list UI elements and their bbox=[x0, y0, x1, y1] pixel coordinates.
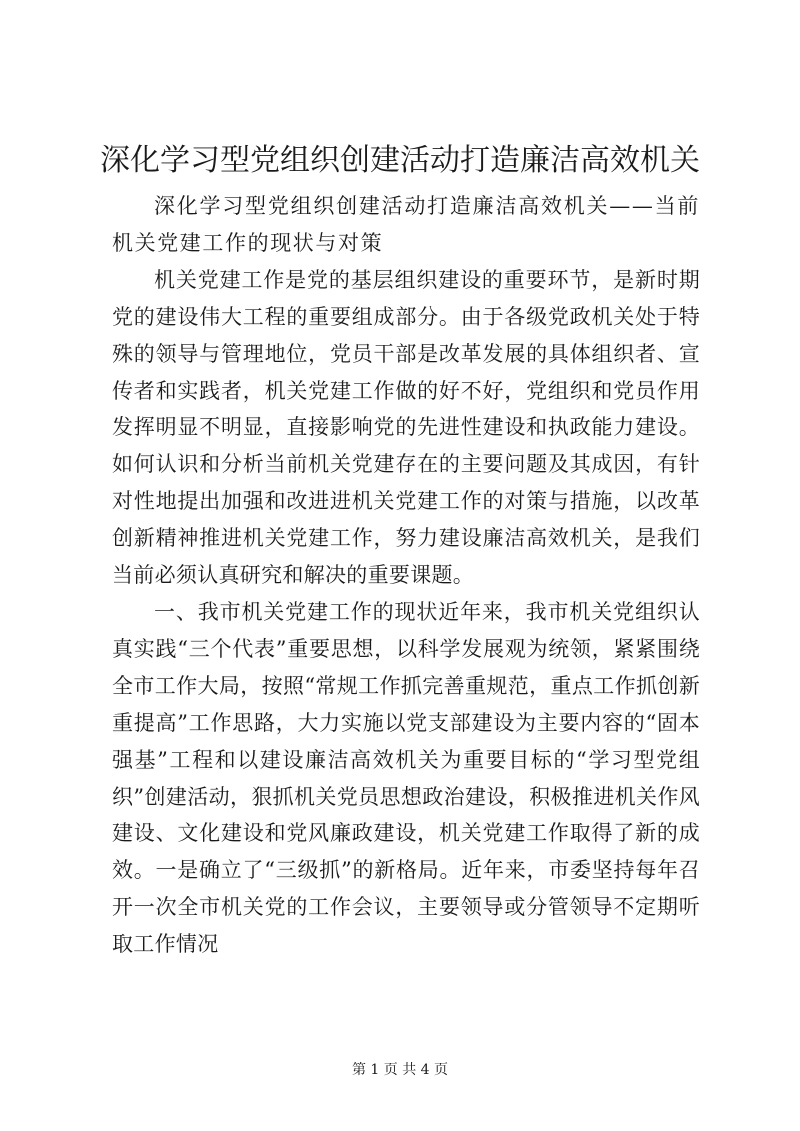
paragraph-intro: 机关党建工作是党的基层组织建设的重要环节，是新时期党的建设伟大工程的重要组成部分。由于各级党政机关处于特殊的领导与管理地位，党员干部是改革发展的具体组织者、宣传者和实践者，机关党建工作做的好不好，党组织和党员作用发挥明显不明显，直接影响党的先进性建设和执政能力建设。如何认识和分析当前机关党建存在的主要问题及其成因，有针对性地提出加强和改进进机关党建工作的对策与措施，以改革创新精神推进机关党建工作，努力建设廉洁高效机关，是我们当前必须认真研究和解决的重要课题。 bbox=[112, 267, 700, 588]
page-number-footer: 第 1 页 共 4 页 bbox=[351, 1062, 449, 1078]
paragraph-section-one: 一、我市机关党建工作的现状近年来，我市机关党组织认真实践“三个代表”重要思想，以科学发展观为统领，紧紧围绕全市工作大局，按照“常规工作抓完善重规范，重点工作抓创新重提高”工作思路，大力实施以党支部建设为主要内容的“固本强基”工程和以建设廉洁高效机关为重要目标的“学习型党组织”创建活动，狠抓机关党员思想政治建设，积极推进机关作风建设、文化建设和党风廉政建设，机关党建工作取得了新的成效。一是确立了“三级抓”的新格局。近年来，市委坚持每年召开一次全市机关党的工作会议，主要领导或分管领导不定期听取工作情况 bbox=[112, 599, 700, 957]
document-subtitle: 深化学习型党组织创建活动打造廉洁高效机关——当前机关党建工作的现状与对策 bbox=[112, 194, 700, 255]
document-body bbox=[112, 188, 700, 963]
document-title: 深化学习型党组织创建活动打造廉洁高效机关 bbox=[100, 143, 700, 178]
